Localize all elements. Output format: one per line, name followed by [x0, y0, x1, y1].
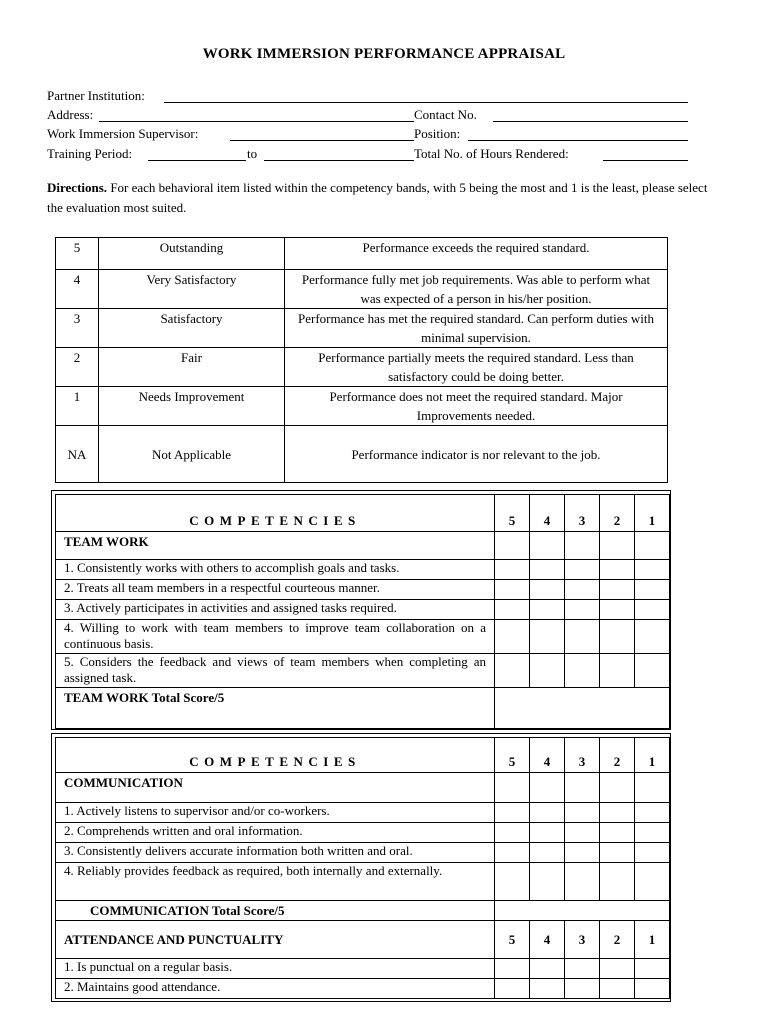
teamwork-table	[55, 494, 670, 729]
attendance-heading: ATTENDANCE AND PUNCTUALITY	[56, 921, 495, 959]
teamwork-item: 3. Actively participates in activities and assigned tasks required.	[56, 600, 495, 620]
table-row	[56, 803, 670, 823]
rating-header-4: 4	[530, 738, 565, 773]
form-title: WORK IMMERSION PERFORMANCE APPRAISAL	[202, 46, 566, 62]
attendance-item: 2. Maintains good attendance.	[56, 979, 495, 999]
rating-cell[interactable]	[565, 580, 600, 600]
training-row	[47, 146, 697, 164]
rating-header-4: 4	[530, 921, 565, 959]
table-row	[56, 654, 670, 688]
rating-cell[interactable]	[565, 560, 600, 580]
rating-cell[interactable]	[495, 580, 530, 600]
rating-cell[interactable]	[600, 580, 635, 600]
supervisor-row	[47, 126, 697, 144]
scale-row	[56, 270, 668, 309]
rating-cell[interactable]	[635, 803, 670, 823]
rating-cell[interactable]	[495, 979, 530, 999]
rating-scale-table	[55, 237, 668, 483]
communication-heading-row	[56, 773, 670, 803]
scale-rating: 1	[56, 387, 99, 426]
communication-item: 4. Reliably provides feedback as required, both internally and externally.	[56, 863, 495, 901]
scale-row	[56, 238, 668, 270]
teamwork-header-row	[56, 495, 670, 532]
rating-cell[interactable]	[635, 620, 670, 654]
rating-cell[interactable]	[600, 620, 635, 654]
rating-cell[interactable]	[495, 600, 530, 620]
training-period-label: Training Period:	[47, 146, 133, 161]
partner-institution-label: Partner Institution:	[47, 88, 145, 103]
rating-cell[interactable]	[530, 803, 565, 823]
communication-item: 1. Actively listens to supervisor and/or co-workers.	[56, 803, 495, 823]
rating-cell[interactable]	[530, 979, 565, 999]
rating-cell[interactable]	[495, 843, 530, 863]
rating-cell[interactable]	[635, 600, 670, 620]
teamwork-total-label: TEAM WORK Total Score/5	[56, 688, 495, 729]
teamwork-heading: TEAM WORK	[56, 532, 495, 560]
rating-cell[interactable]	[565, 959, 600, 979]
rating-cell[interactable]	[600, 773, 635, 803]
scale-rating: 2	[56, 348, 99, 387]
rating-header-3: 3	[565, 495, 600, 532]
competencies-header: COMPETENCIES	[56, 738, 495, 773]
rating-cell[interactable]	[565, 863, 600, 901]
scale-rating: NA	[56, 426, 99, 483]
table-row	[56, 959, 670, 979]
rating-cell[interactable]	[495, 620, 530, 654]
rating-header-2: 2	[600, 738, 635, 773]
rating-header-5: 5	[495, 495, 530, 532]
address-label: Address:	[47, 107, 94, 122]
training-to-line[interactable]	[264, 160, 414, 161]
rating-header-1: 1	[635, 495, 670, 532]
rating-cell[interactable]	[600, 843, 635, 863]
scale-rating: 4	[56, 270, 99, 309]
rating-cell[interactable]	[600, 654, 635, 688]
teamwork-heading-row	[56, 532, 670, 560]
training-from-line[interactable]	[148, 160, 246, 161]
rating-cell[interactable]	[565, 979, 600, 999]
position-label: Position:	[414, 126, 461, 141]
rating-cell[interactable]	[565, 532, 600, 560]
teamwork-item: 5. Considers the feedback and views of team members when completing an assigned task.	[56, 654, 495, 688]
rating-cell[interactable]	[635, 532, 670, 560]
rating-header-1: 1	[635, 738, 670, 773]
to-label: to	[247, 146, 258, 161]
rating-cell[interactable]	[565, 773, 600, 803]
rating-cell[interactable]	[565, 654, 600, 688]
rating-cell[interactable]	[530, 773, 565, 803]
total-hours-label: Total No. of Hours Rendered:	[414, 146, 569, 161]
rating-cell[interactable]	[565, 843, 600, 863]
scale-name: Needs Improvement	[99, 387, 285, 426]
scale-name: Not Applicable	[99, 426, 285, 483]
table-row	[56, 823, 670, 843]
communication-heading: COMMUNICATION	[56, 773, 495, 803]
rating-header-4: 4	[530, 495, 565, 532]
total-hours-line[interactable]	[603, 160, 688, 161]
scale-rating: 3	[56, 309, 99, 348]
table-row	[56, 843, 670, 863]
teamwork-item: 4. Willing to work with team members to improve team collaboration on a continuous basis.	[56, 620, 495, 654]
rating-cell[interactable]	[600, 863, 635, 901]
scale-name: Fair	[99, 348, 285, 387]
scale-name: Satisfactory	[99, 309, 285, 348]
directions-label: Directions.	[47, 180, 108, 195]
contact-label: Contact No.	[414, 107, 477, 122]
supervisor-line[interactable]	[230, 140, 414, 141]
scale-desc: Performance partially meets the required standard. Less than satisfactory could be doing better.	[285, 348, 668, 387]
table-row	[56, 580, 670, 600]
scale-rating: 5	[56, 238, 99, 270]
teamwork-item: 2. Treats all team members in a respectful courteous manner.	[56, 580, 495, 600]
scale-row	[56, 309, 668, 348]
rating-cell[interactable]	[635, 580, 670, 600]
position-line[interactable]	[468, 140, 688, 141]
rating-cell[interactable]	[600, 532, 635, 560]
directions-text: For each behavioral item listed within the competency bands, with 5 being the most and 1 is the least, please select the evaluation most suited.	[47, 180, 708, 215]
scale-desc: Performance exceeds the required standard.	[285, 238, 668, 270]
scale-name: Very Satisfactory	[99, 270, 285, 309]
communication-total-label: COMMUNICATION Total Score/5	[56, 901, 495, 921]
scale-name: Outstanding	[99, 238, 285, 270]
rating-header-5: 5	[495, 738, 530, 773]
table-row	[56, 560, 670, 580]
table-row	[56, 620, 670, 654]
rating-cell[interactable]	[635, 654, 670, 688]
rating-cell[interactable]	[565, 803, 600, 823]
rating-cell[interactable]	[600, 600, 635, 620]
rating-cell[interactable]	[530, 532, 565, 560]
teamwork-total-score-cell[interactable]	[495, 688, 670, 729]
address-line[interactable]	[99, 121, 414, 122]
rating-cell[interactable]	[495, 532, 530, 560]
communication-table	[55, 737, 670, 999]
rating-header-3: 3	[565, 738, 600, 773]
rating-cell[interactable]	[635, 773, 670, 803]
scale-row	[56, 387, 668, 426]
rating-cell[interactable]	[495, 803, 530, 823]
attendance-heading-row	[56, 921, 670, 959]
rating-cell[interactable]	[530, 620, 565, 654]
rating-cell[interactable]	[600, 979, 635, 999]
rating-cell[interactable]	[635, 823, 670, 843]
table-row	[56, 863, 670, 901]
rating-cell[interactable]	[530, 823, 565, 843]
supervisor-label: Work Immersion Supervisor:	[47, 126, 199, 141]
table-row	[56, 600, 670, 620]
teamwork-total-row	[56, 688, 670, 729]
scale-desc: Performance indicator is nor relevant to the job.	[285, 426, 668, 483]
scale-row	[56, 426, 668, 483]
attendance-item: 1. Is punctual on a regular basis.	[56, 959, 495, 979]
teamwork-item: 1. Consistently works with others to accomplish goals and tasks.	[56, 560, 495, 580]
rating-cell[interactable]	[635, 863, 670, 901]
rating-cell[interactable]	[495, 654, 530, 688]
rating-cell[interactable]	[495, 959, 530, 979]
rating-header-2: 2	[600, 495, 635, 532]
rating-cell[interactable]	[600, 803, 635, 823]
communication-total-row	[56, 901, 670, 921]
rating-cell[interactable]	[600, 560, 635, 580]
competencies-header: COMPETENCIES	[56, 495, 495, 532]
rating-cell[interactable]	[600, 823, 635, 843]
rating-cell[interactable]	[495, 773, 530, 803]
rating-cell[interactable]	[495, 560, 530, 580]
communication-item: 3. Consistently delivers accurate information both written and oral.	[56, 843, 495, 863]
rating-cell[interactable]	[530, 654, 565, 688]
rating-cell[interactable]	[635, 959, 670, 979]
contact-line[interactable]	[493, 121, 688, 122]
address-row	[47, 107, 697, 125]
scale-desc: Performance fully met job requirements. Was able to perform what was expected of a person in his/her position.	[285, 270, 668, 309]
rating-cell[interactable]	[635, 843, 670, 863]
rating-cell[interactable]	[530, 600, 565, 620]
rating-header-1: 1	[635, 921, 670, 959]
rating-cell[interactable]	[635, 979, 670, 999]
rating-cell[interactable]	[495, 863, 530, 901]
rating-cell[interactable]	[565, 600, 600, 620]
rating-cell[interactable]	[495, 823, 530, 843]
rating-cell[interactable]	[530, 580, 565, 600]
rating-cell[interactable]	[565, 620, 600, 654]
rating-cell[interactable]	[530, 560, 565, 580]
scale-desc: Performance does not meet the required standard. Major Improvements needed.	[285, 387, 668, 426]
rating-header-2: 2	[600, 921, 635, 959]
communication-header-row	[56, 738, 670, 773]
table-row	[56, 979, 670, 999]
scale-desc: Performance has met the required standard. Can perform duties with minimal supervision.	[285, 309, 668, 348]
rating-cell[interactable]	[600, 959, 635, 979]
rating-header-5: 5	[495, 921, 530, 959]
rating-cell[interactable]	[635, 560, 670, 580]
rating-cell[interactable]	[565, 823, 600, 843]
rating-cell[interactable]	[530, 863, 565, 901]
scale-row	[56, 348, 668, 387]
communication-item: 2. Comprehends written and oral information.	[56, 823, 495, 843]
directions	[47, 178, 717, 218]
partner-institution-row	[47, 88, 697, 106]
communication-total-score-cell[interactable]	[495, 901, 670, 921]
partner-institution-line[interactable]	[164, 102, 688, 103]
rating-cell[interactable]	[530, 843, 565, 863]
rating-header-3: 3	[565, 921, 600, 959]
rating-cell[interactable]	[530, 959, 565, 979]
